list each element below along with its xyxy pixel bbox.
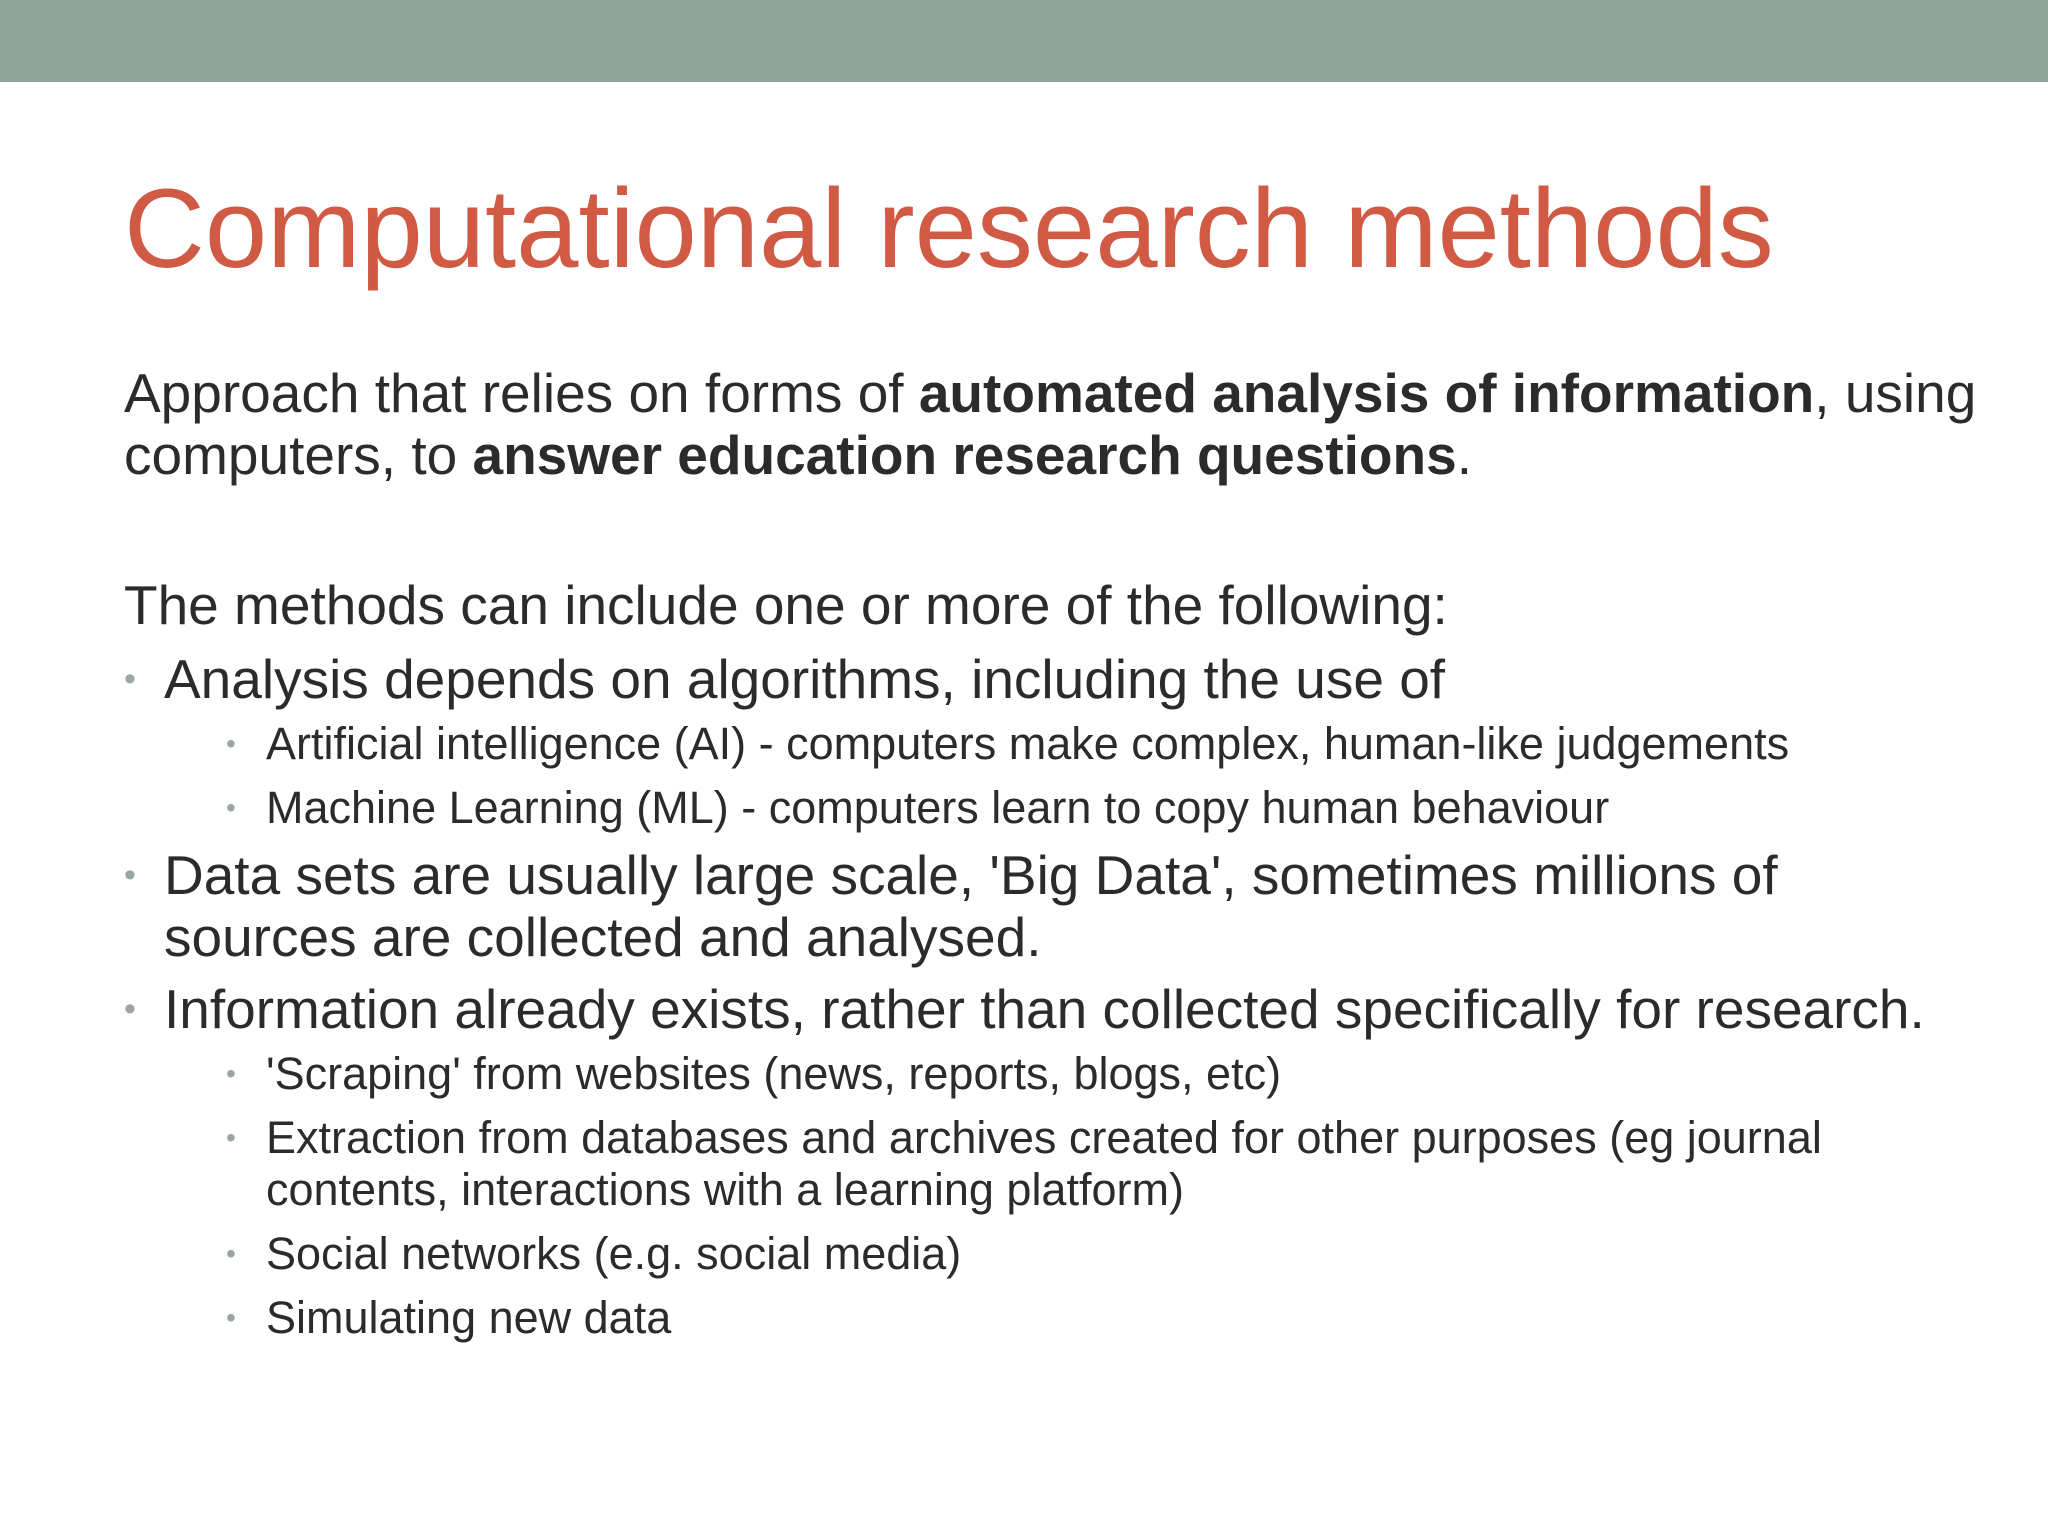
sub-list-item: [226, 1292, 1984, 1344]
sub-bullet-list: [164, 1048, 1984, 1344]
intro-paragraph: [124, 362, 1984, 486]
list-item: [124, 844, 1984, 968]
list-item: [124, 978, 1984, 1344]
header-bar: [0, 0, 2048, 82]
list-item: [124, 648, 1984, 834]
slide-title: Computational research methods: [124, 166, 1774, 291]
intro-text-1: Approach that relies on forms of: [124, 362, 919, 424]
bullet-icon: •: [226, 728, 236, 759]
bullet-icon: •: [226, 1238, 236, 1269]
sub-list-item: [226, 1228, 1984, 1280]
sub-list-item-text: 'Scraping' from websites (news, reports, blogs, etc): [266, 1048, 1282, 1099]
intro-text-3: .: [1456, 424, 1472, 486]
sub-list-item: [226, 718, 1984, 770]
sub-list-item-text: Artificial intelligence (AI) - computers make complex, human-like judgements: [266, 718, 1790, 769]
intro-bold-2: answer education research questions: [472, 424, 1457, 486]
sub-list-item: [226, 1048, 1984, 1100]
bullet-icon: •: [226, 1058, 236, 1089]
sub-list-item: [226, 782, 1984, 834]
sub-list-item-text: Simulating new data: [266, 1292, 672, 1343]
intro-text-2: , using computers, to: [124, 362, 1977, 486]
intro-bold-1: automated analysis of information: [918, 362, 1815, 424]
sub-list-item-text: Machine Learning (ML) - computers learn to copy human behaviour: [266, 782, 1610, 833]
list-item-text: Data sets are usually large scale, 'Big Data', sometimes millions of sources are collected and analysed.: [164, 844, 1778, 968]
bullet-list: [124, 648, 1984, 1344]
slide-body: [124, 362, 1984, 1348]
bullet-icon: •: [124, 856, 136, 894]
sub-list-item-text: Social networks (e.g. social media): [266, 1228, 962, 1279]
lead-sentence: The methods can include one or more of the following:: [124, 574, 1448, 636]
list-item-text: Analysis depends on algorithms, including the use of: [164, 648, 1446, 710]
sub-list-item-text: Extraction from databases and archives created for other purposes (eg journal contents, interactions with a learning platform): [266, 1112, 1822, 1215]
bullet-icon: •: [226, 792, 236, 823]
list-item-text: Information already exists, rather than collected specifically for research.: [164, 978, 1925, 1040]
sub-list-item: [226, 1112, 1984, 1216]
bullet-icon: •: [124, 990, 136, 1028]
bullet-icon: •: [226, 1302, 236, 1333]
bullet-icon: •: [226, 1122, 236, 1153]
sub-bullet-list: [164, 718, 1984, 834]
bullet-icon: •: [124, 660, 136, 698]
